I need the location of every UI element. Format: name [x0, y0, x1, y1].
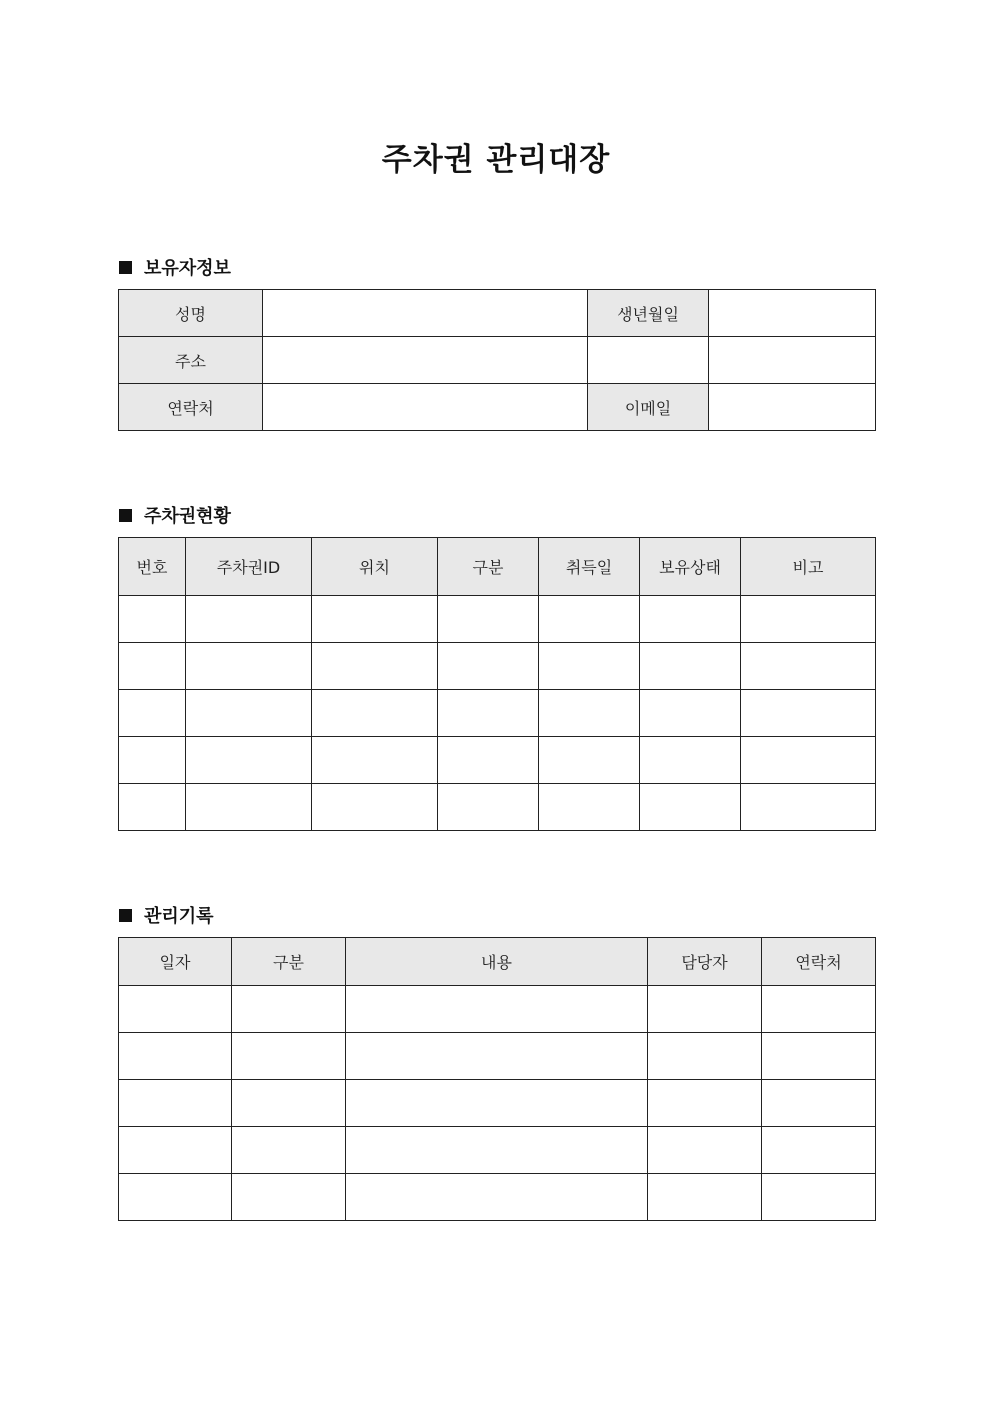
table-cell[interactable]	[438, 690, 539, 737]
table-row	[119, 1127, 876, 1174]
table-row	[119, 784, 876, 831]
section-heading-label: 주차권현황	[144, 506, 231, 527]
table-cell[interactable]	[312, 690, 438, 737]
table-cell[interactable]	[438, 784, 539, 831]
name-field[interactable]	[263, 290, 588, 337]
blank-cell[interactable]	[588, 337, 709, 384]
table-cell[interactable]	[539, 596, 640, 643]
table-row	[119, 1174, 876, 1221]
email-field[interactable]	[709, 384, 876, 431]
table-header-row	[119, 938, 876, 986]
birth-field[interactable]	[709, 290, 876, 337]
column-header: 보유상태	[640, 538, 741, 596]
table-cell[interactable]	[232, 1080, 346, 1127]
table-cell[interactable]	[312, 596, 438, 643]
table-cell[interactable]	[232, 1174, 346, 1221]
table-header-row	[119, 538, 876, 596]
table-cell[interactable]	[186, 596, 312, 643]
table-cell[interactable]	[119, 986, 232, 1033]
table-cell[interactable]	[346, 1033, 648, 1080]
label-name: 성명	[119, 290, 263, 337]
table-cell[interactable]	[312, 784, 438, 831]
table-cell[interactable]	[119, 643, 186, 690]
table-cell[interactable]	[438, 643, 539, 690]
label-birth: 생년월일	[588, 290, 709, 337]
table-row	[119, 290, 876, 337]
page-title: 주차권 관리대장	[381, 142, 611, 178]
table-cell[interactable]	[648, 1127, 762, 1174]
table-cell[interactable]	[119, 1033, 232, 1080]
table-cell[interactable]	[741, 596, 876, 643]
ticket-status-table	[118, 537, 876, 831]
column-header: 구분	[232, 938, 346, 986]
table-cell[interactable]	[346, 1174, 648, 1221]
contact-field[interactable]	[263, 384, 588, 431]
table-cell[interactable]	[119, 737, 186, 784]
table-cell[interactable]	[438, 596, 539, 643]
table-cell[interactable]	[741, 643, 876, 690]
table-cell[interactable]	[312, 737, 438, 784]
table-cell[interactable]	[186, 784, 312, 831]
table-cell[interactable]	[346, 1127, 648, 1174]
table-row	[119, 1080, 876, 1127]
column-header: 위치	[312, 538, 438, 596]
table-cell[interactable]	[539, 690, 640, 737]
column-header: 취득일	[539, 538, 640, 596]
blank-cell[interactable]	[709, 337, 876, 384]
section-heading-tickets	[119, 502, 231, 528]
table-cell[interactable]	[762, 1080, 876, 1127]
table-cell[interactable]	[232, 1127, 346, 1174]
table-cell[interactable]	[119, 1174, 232, 1221]
section-heading-label: 보유자정보	[144, 258, 231, 279]
table-cell[interactable]	[640, 784, 741, 831]
table-cell[interactable]	[232, 986, 346, 1033]
column-header: 주차권ID	[186, 538, 312, 596]
table-cell[interactable]	[762, 1174, 876, 1221]
table-cell[interactable]	[438, 737, 539, 784]
table-cell[interactable]	[539, 643, 640, 690]
holder-info-table	[118, 289, 876, 431]
table-cell[interactable]	[762, 1127, 876, 1174]
table-row	[119, 1033, 876, 1080]
table-cell[interactable]	[186, 737, 312, 784]
column-header: 내용	[346, 938, 648, 986]
table-cell[interactable]	[640, 643, 741, 690]
label-contact: 연락처	[119, 384, 263, 431]
address-field[interactable]	[263, 337, 588, 384]
table-cell[interactable]	[640, 737, 741, 784]
column-header: 구분	[438, 538, 539, 596]
table-cell[interactable]	[762, 1033, 876, 1080]
table-cell[interactable]	[119, 1127, 232, 1174]
table-cell[interactable]	[741, 690, 876, 737]
column-header: 번호	[119, 538, 186, 596]
table-cell[interactable]	[741, 784, 876, 831]
column-header: 비고	[741, 538, 876, 596]
table-cell[interactable]	[741, 737, 876, 784]
table-cell[interactable]	[119, 596, 186, 643]
table-cell[interactable]	[648, 1174, 762, 1221]
section-heading-holder	[119, 254, 231, 280]
table-cell[interactable]	[640, 690, 741, 737]
label-email: 이메일	[588, 384, 709, 431]
black-square-icon	[119, 509, 132, 522]
table-cell[interactable]	[186, 690, 312, 737]
section-heading-records	[119, 902, 214, 928]
table-cell[interactable]	[119, 1080, 232, 1127]
table-cell[interactable]	[640, 596, 741, 643]
table-row	[119, 643, 876, 690]
table-cell[interactable]	[539, 737, 640, 784]
table-row	[119, 384, 876, 431]
table-row	[119, 596, 876, 643]
section-heading-label: 관리기록	[144, 906, 214, 927]
management-record-table	[118, 937, 876, 1221]
table-row	[119, 737, 876, 784]
table-cell[interactable]	[119, 784, 186, 831]
table-cell[interactable]	[762, 986, 876, 1033]
table-row	[119, 337, 876, 384]
table-cell[interactable]	[539, 784, 640, 831]
column-header: 일자	[119, 938, 232, 986]
table-cell[interactable]	[119, 690, 186, 737]
table-cell[interactable]	[232, 1033, 346, 1080]
column-header: 연락처	[762, 938, 876, 986]
table-cell[interactable]	[312, 643, 438, 690]
table-cell[interactable]	[346, 986, 648, 1033]
table-cell[interactable]	[186, 643, 312, 690]
table-row	[119, 690, 876, 737]
label-address: 주소	[119, 337, 263, 384]
black-square-icon	[119, 261, 132, 274]
table-cell[interactable]	[648, 1080, 762, 1127]
table-cell[interactable]	[346, 1080, 648, 1127]
column-header: 담당자	[648, 938, 762, 986]
table-cell[interactable]	[648, 1033, 762, 1080]
table-row	[119, 986, 876, 1033]
table-cell[interactable]	[648, 986, 762, 1033]
black-square-icon	[119, 909, 132, 922]
